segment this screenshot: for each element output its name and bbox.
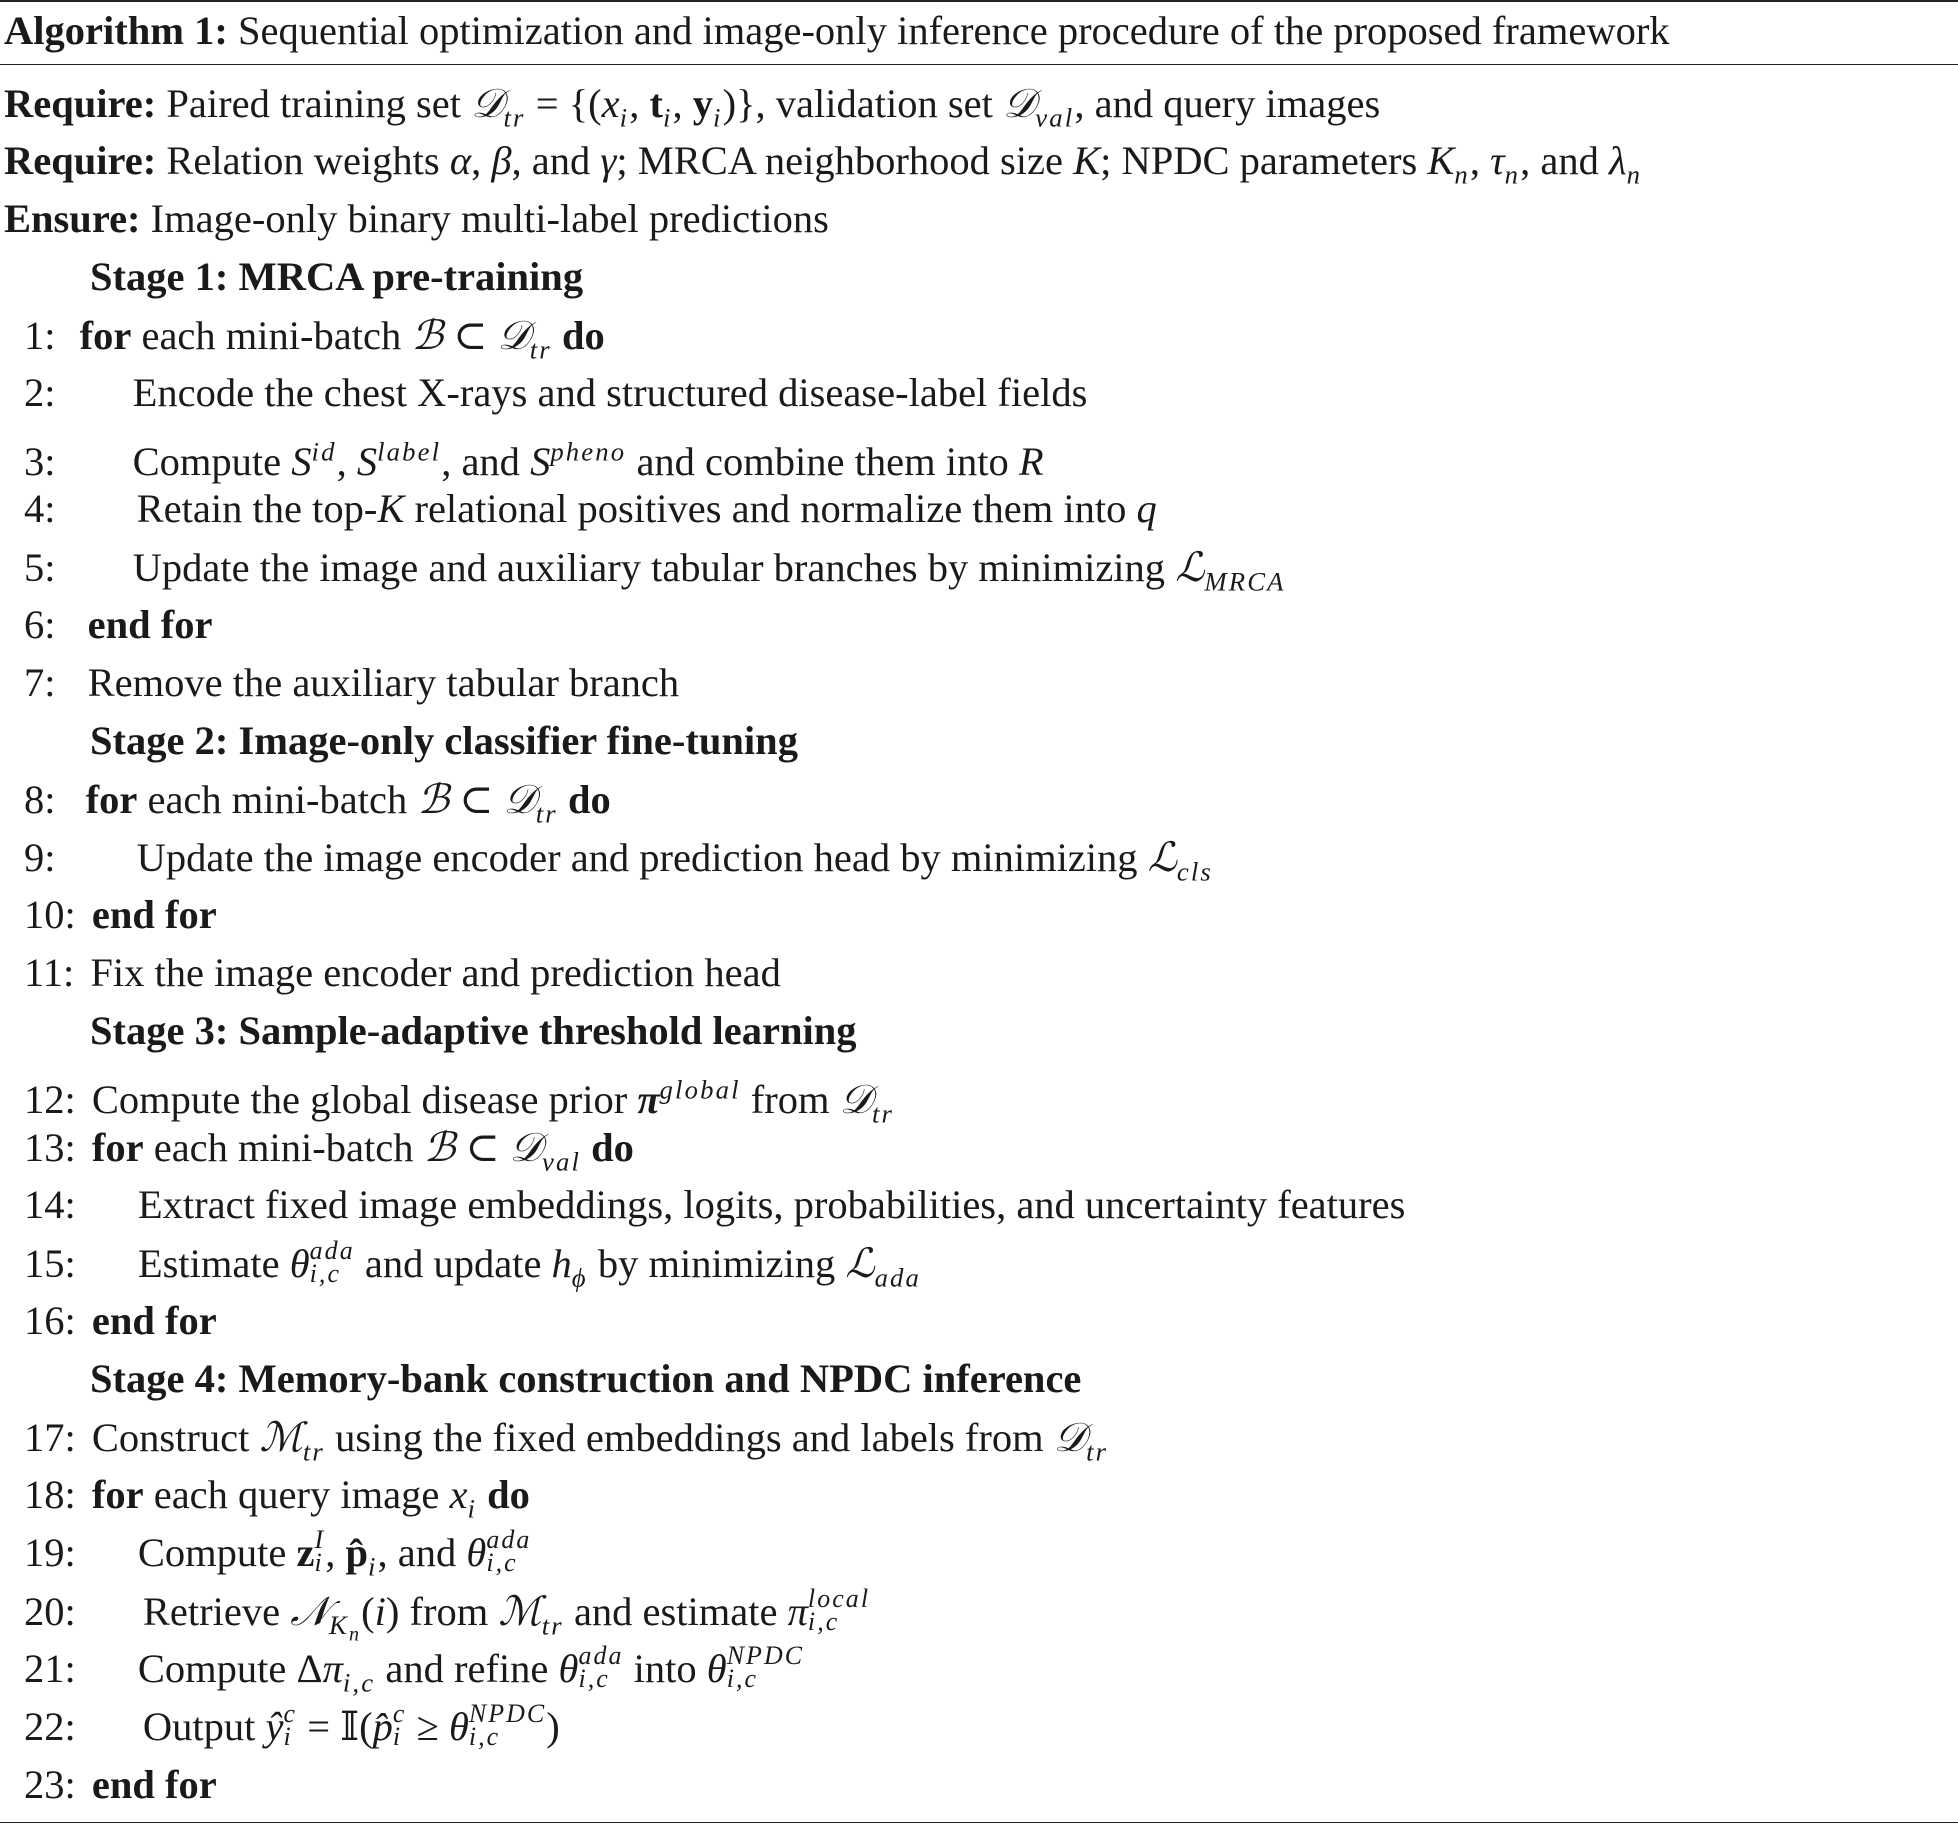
end-for-keyword: end for [87, 602, 213, 647]
algorithm-line-19 [24, 1524, 531, 1582]
require-keyword: Require: [4, 81, 157, 126]
line-text: each mini-batch [141, 313, 402, 358]
algorithm-line-6 [24, 596, 213, 654]
ensure-text: Image-only binary multi-label predictions [150, 196, 829, 241]
math-expression: z I i , $p̂_i$ [296, 1524, 378, 1582]
math-expression: 𝒟$_{tr}$ [839, 1074, 895, 1129]
line-number: 22: [24, 1704, 76, 1749]
do-keyword: do [567, 777, 611, 822]
algorithm-line-1 [24, 306, 605, 364]
math-expression: $S^{id}$, $S^{label}$ [291, 436, 442, 484]
line-text: Compute [137, 1530, 287, 1575]
line-text: each mini-batch [153, 1125, 414, 1170]
algorithm-line-13 [24, 1118, 634, 1176]
math-expression: ℬ ⊂ 𝒟$_{tr}$ [411, 311, 552, 365]
math-expression: ŷ c i = 𝕀(p̂ c i ≥ θ NPDC i,c ) [265, 1698, 560, 1752]
line-number: 10: [24, 892, 76, 937]
stage-heading: Stage 3: Sample-adaptive threshold learning [90, 1008, 857, 1053]
math-expression: $h_\phi$ [551, 1241, 588, 1293]
line-text: , and [441, 438, 520, 484]
algorithm-line-4 [24, 480, 1157, 538]
math-expression: θ NPDC i,c [706, 1640, 805, 1694]
line-text: using the fixed embeddings and labels from [335, 1415, 1044, 1460]
line-number: 23: [24, 1762, 76, 1807]
line-number: 13: [24, 1125, 76, 1170]
algorithm-line-12 [24, 1060, 895, 1129]
line-number: 6: [24, 602, 56, 647]
math-expression: ℒ$_{ada}$ [845, 1239, 922, 1293]
math-expression: θ ada i,c [558, 1640, 624, 1694]
math-expression: ℬ ⊂ 𝒟$_{val}$ [423, 1123, 582, 1177]
algorithm-line-7 [24, 654, 679, 712]
end-for-keyword: end for [91, 892, 217, 937]
math-expression: β [491, 138, 512, 183]
math-expression: θ ada i,c [289, 1235, 355, 1289]
line-text: Retain the top- [136, 486, 378, 531]
math-expression: $S^{pheno}$ [530, 436, 627, 484]
end-for-keyword: end for [91, 1298, 217, 1343]
math-expression: 𝒩$_{K_n}$(i) [290, 1587, 400, 1646]
line-text: Remove the auxiliary tabular branch [87, 660, 680, 705]
algorithm-line-9 [24, 828, 1213, 886]
line-text: and estimate [573, 1589, 778, 1634]
for-keyword: for [79, 313, 132, 358]
algorithm-line-21 [24, 1640, 804, 1698]
line-text: from [750, 1076, 830, 1122]
math-expression: $\lambda_n$ [1609, 138, 1643, 190]
line-text: Fix the image encoder and prediction head [90, 950, 781, 995]
algorithm-line-22 [24, 1698, 560, 1756]
line-number: 15: [24, 1241, 76, 1286]
do-keyword: do [561, 313, 605, 358]
require-text: , and [1520, 138, 1599, 183]
line-text: Encode the chest X-rays and structured disease-label fields [132, 370, 1088, 415]
math-expression: ℳ$_{tr}$ [498, 1587, 564, 1641]
line-text: each query image [153, 1472, 440, 1517]
line-number: 12: [24, 1076, 76, 1122]
require-text: Relation weights [166, 138, 440, 183]
require-text: Paired training set [166, 81, 462, 126]
math-expression: ℒ$_{cls}$ [1147, 833, 1213, 887]
algorithm-line-15 [24, 1234, 921, 1292]
line-number: 4: [24, 486, 56, 531]
line-text: Retrieve [142, 1589, 281, 1634]
line-text: into [633, 1646, 697, 1691]
line-text: and update [364, 1241, 542, 1286]
line-number: 2: [24, 370, 56, 415]
do-keyword: do [487, 1472, 530, 1517]
math-expression: α [449, 138, 472, 183]
line-number: 14: [24, 1182, 76, 1227]
math-expression: ℬ ⊂ 𝒟$_{tr}$ [417, 775, 558, 829]
math-expression: K [377, 486, 405, 531]
line-number: 18: [24, 1472, 76, 1517]
math-expression: R [1018, 438, 1044, 484]
caption-rule [0, 64, 1958, 65]
math-expression: ℳ$_{tr}$ [259, 1413, 325, 1467]
line-text: relational positives and normalize them into [414, 486, 1127, 531]
for-keyword: for [91, 1125, 144, 1170]
line-text: , and [377, 1530, 457, 1575]
line-text: Compute [137, 1646, 287, 1691]
line-text: by minimizing [597, 1241, 836, 1286]
line-number: 8: [24, 777, 56, 822]
math-expression: π local i,c [787, 1583, 871, 1637]
line-text: Estimate [137, 1241, 280, 1286]
line-number: 19: [24, 1530, 76, 1575]
line-text: Construct [91, 1415, 250, 1460]
require-text: ; NPDC parameters [1100, 138, 1418, 183]
math-expression: $x_i$ [449, 1472, 478, 1524]
algorithm-line-18 [24, 1466, 530, 1524]
algorithm-caption: Sequential optimization and image-only inference procedure of the proposed framework [237, 8, 1670, 53]
require-line-1 [4, 74, 1380, 132]
math-expression: 𝒟$_{val}$ [1002, 79, 1075, 133]
for-keyword: for [91, 1472, 144, 1517]
algorithm-line-11 [24, 944, 781, 1002]
math-expression: $\pi^{global}$ [637, 1074, 741, 1122]
ensure-keyword: Ensure: [4, 196, 141, 241]
require-text: , and query images [1074, 81, 1381, 126]
algorithm-line-17 [24, 1408, 1108, 1466]
line-number: 20: [24, 1589, 76, 1634]
line-number: 1: [24, 313, 56, 358]
math-expression: 𝒟$_{tr}$ = {($x_i$, $t_i$, $y_i$)} [471, 79, 756, 133]
line-text: and refine [385, 1646, 549, 1691]
line-number: 3: [24, 438, 56, 484]
math-expression: θ ada i,c [466, 1524, 532, 1578]
line-text: Compute [132, 438, 282, 484]
algorithm-line-16 [24, 1292, 217, 1350]
line-number: 7: [24, 660, 56, 705]
algorithm-line-23 [24, 1756, 217, 1814]
require-keyword: Require: [4, 138, 157, 183]
line-number: 16: [24, 1298, 76, 1343]
math-expression: $\Delta\pi_{i,c}$ [296, 1646, 376, 1698]
line-text: Compute the global disease prior [91, 1076, 628, 1122]
math-expression: $K_n$, $\tau_n$ [1427, 138, 1521, 190]
line-number: 5: [24, 545, 56, 590]
math-expression: γ [600, 138, 617, 183]
math-expression: q [1136, 486, 1157, 531]
end-for-keyword: end for [91, 1762, 217, 1807]
bottom-rule [0, 1822, 1958, 1823]
algorithm-line-8 [24, 770, 611, 828]
stage-heading: Stage 1: MRCA pre-training [90, 254, 584, 299]
line-text: Output [142, 1704, 256, 1749]
line-number: 17: [24, 1415, 76, 1460]
algorithm-line-14 [24, 1176, 1405, 1234]
line-text: from [409, 1589, 489, 1634]
stage-heading: Stage 4: Memory-bank construction and NPDC inference [90, 1356, 1082, 1401]
ensure-line [4, 190, 829, 248]
line-number: 9: [24, 835, 56, 880]
line-text: Update the image encoder and prediction head by minimizing [136, 835, 1138, 880]
algorithm-title [4, 2, 1670, 60]
stage-heading: Stage 2: Image-only classifier fine-tuning [90, 718, 798, 763]
algorithm-line-5 [24, 538, 1286, 596]
algorithm-line-2 [24, 364, 1087, 422]
algorithm-line-20 [24, 1582, 871, 1646]
line-text: Extract fixed image embeddings, logits, probabilities, and uncertainty features [137, 1182, 1406, 1227]
require-line-2: Require: Relation weights α, β, and γ; MRCA neighborhood size K; NPDC parameters $K_n$, $\tau_n$, and $\lambda_n$ [4, 138, 1643, 190]
math-expression: K [1073, 138, 1101, 183]
line-text: each mini-batch [147, 777, 408, 822]
line-text: and combine them into [636, 438, 1009, 484]
algorithm-line-10 [24, 886, 217, 944]
algorithm-label: Algorithm 1: [4, 8, 228, 53]
math-expression: ℒ$_{MRCA}$ [1175, 543, 1286, 597]
require-text: ; MRCA neighborhood size [616, 138, 1063, 183]
line-number: 21: [24, 1646, 76, 1691]
require-text: , validation set [755, 81, 993, 126]
math-expression: 𝒟$_{tr}$ [1053, 1413, 1109, 1467]
for-keyword: for [85, 777, 138, 822]
line-text: Update the image and auxiliary tabular branches by minimizing [132, 545, 1166, 590]
require-text: , and [511, 138, 591, 183]
do-keyword: do [591, 1125, 634, 1170]
algorithm-line-3 [24, 422, 1044, 484]
line-number: 11: [24, 950, 75, 995]
